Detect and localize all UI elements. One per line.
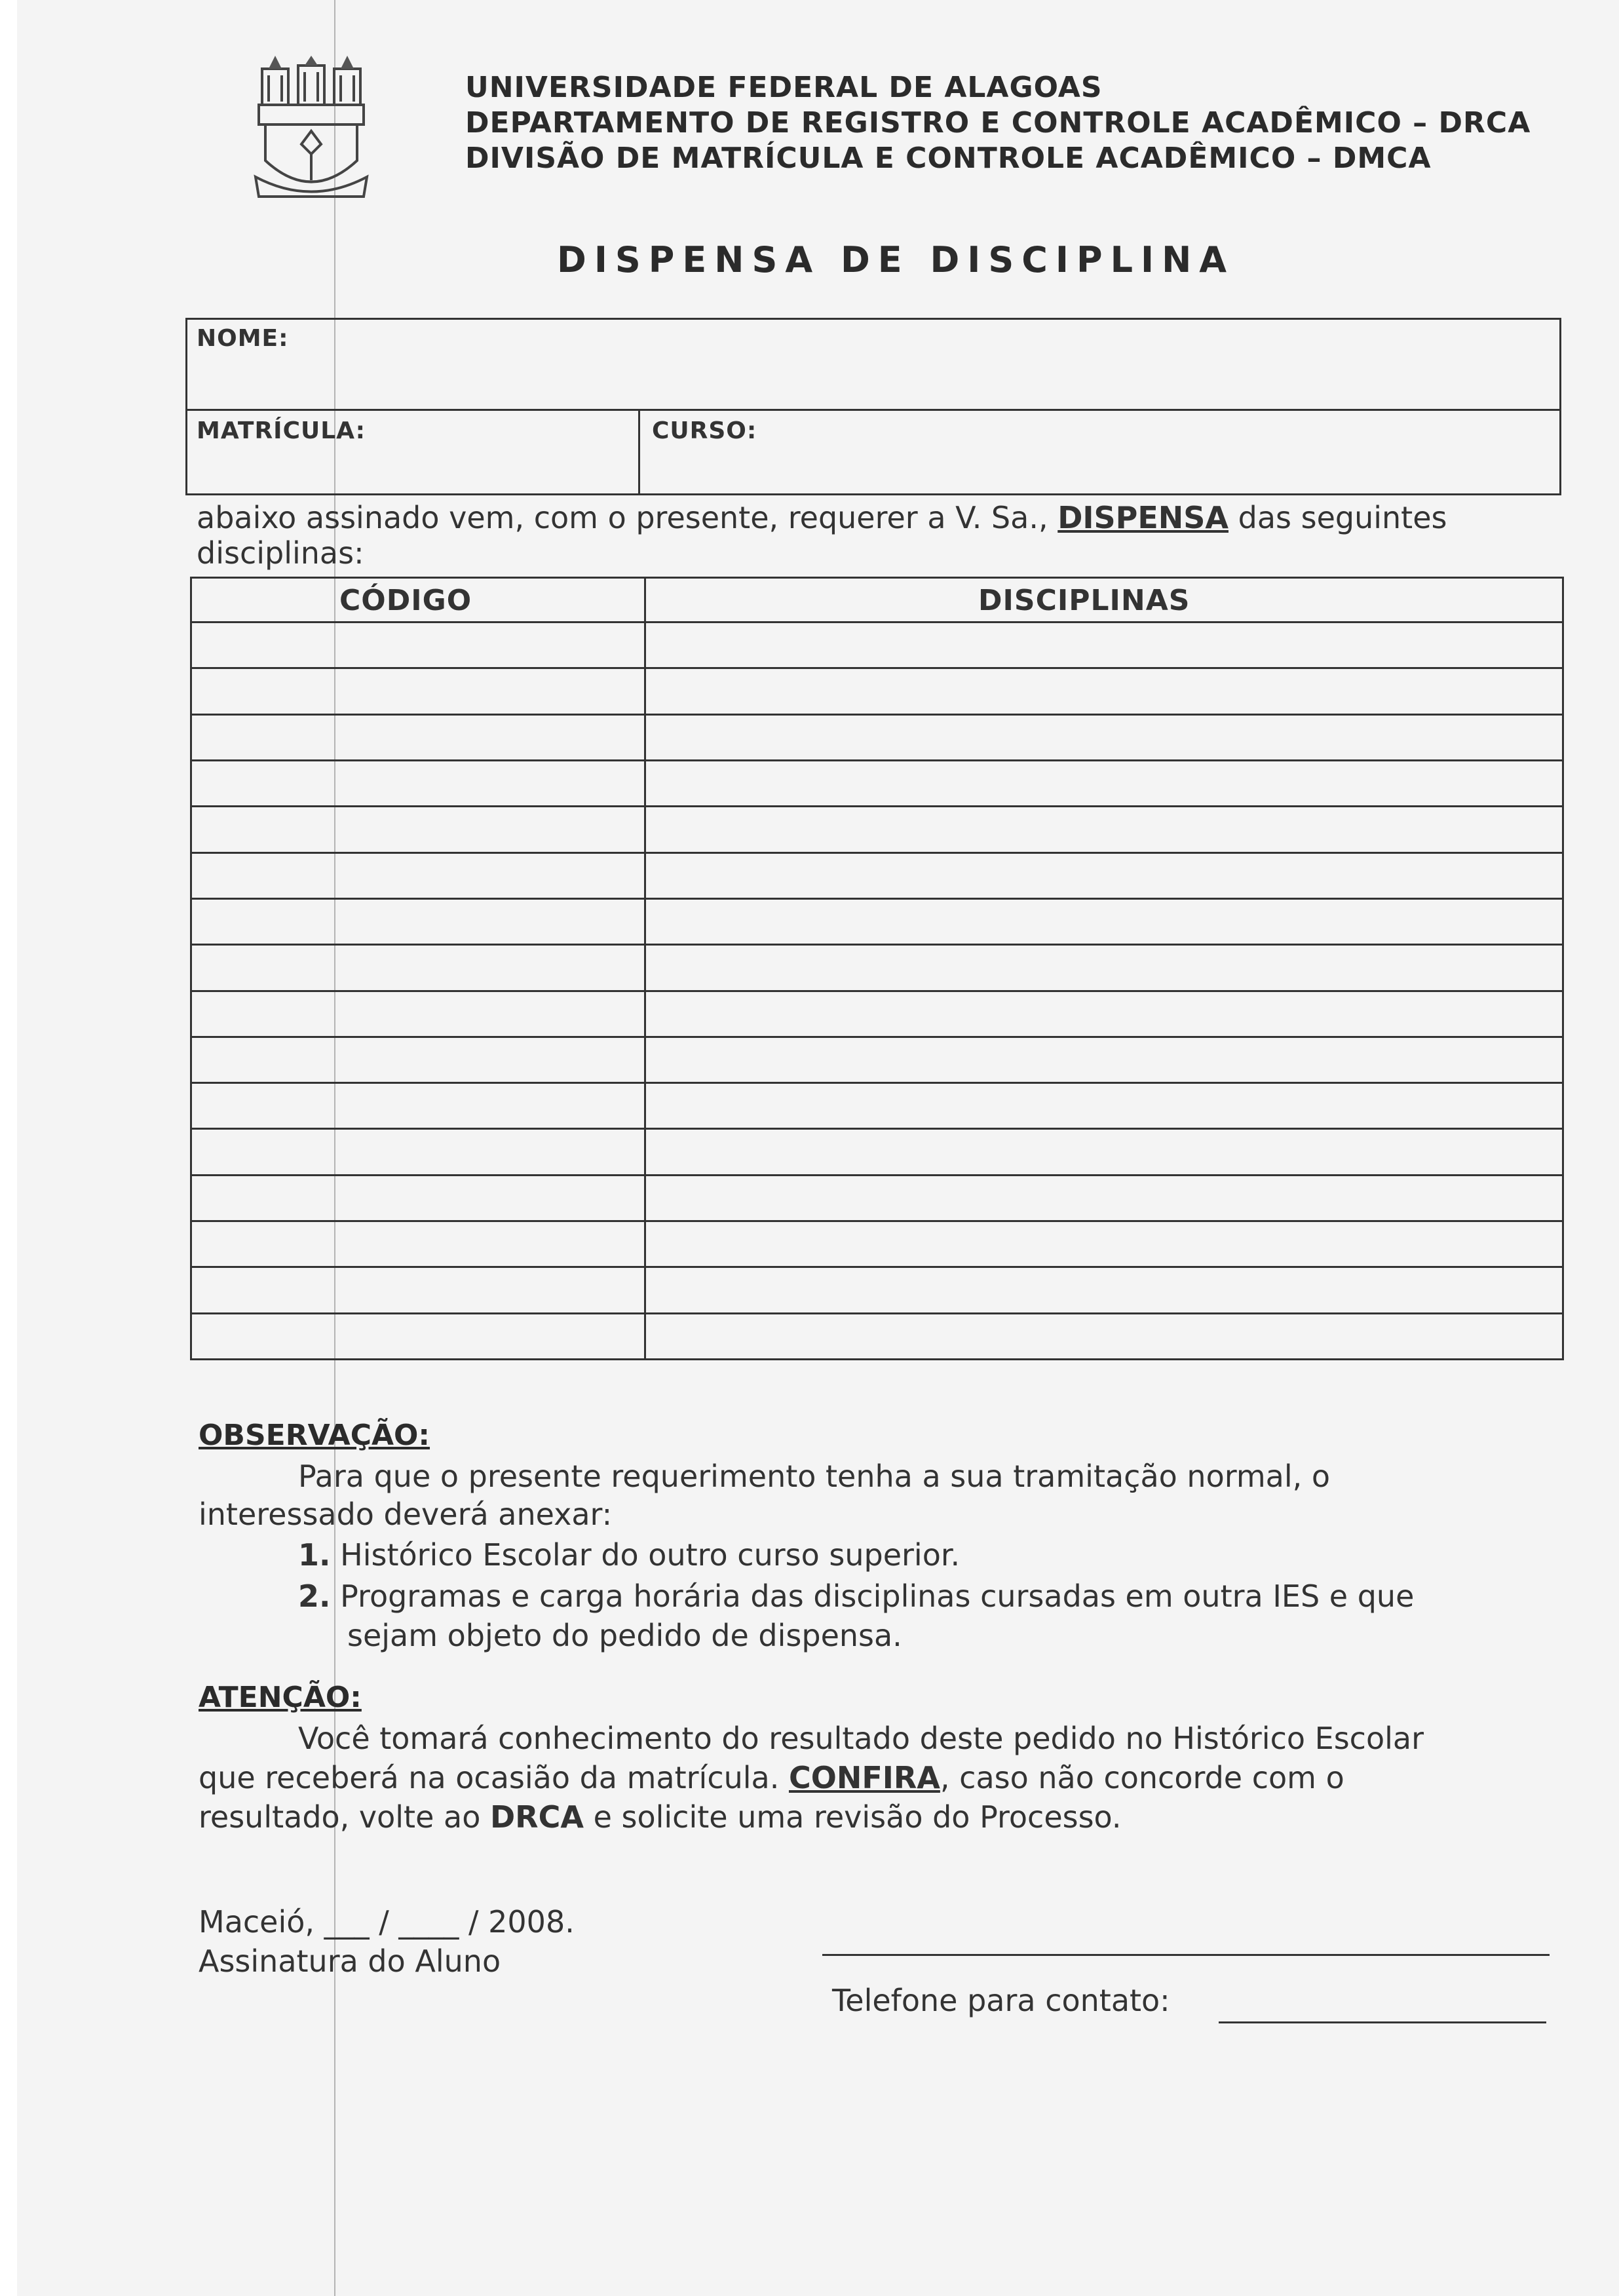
- date-day-field[interactable]: ___: [324, 1904, 370, 1940]
- disciplina-cell[interactable]: [646, 807, 1562, 851]
- table-row: [192, 1174, 1562, 1220]
- table-row: [192, 667, 1562, 713]
- atencao-line2-after: , caso não concorde com o: [940, 1760, 1344, 1795]
- disciplina-cell[interactable]: [646, 1130, 1562, 1174]
- table-row: [192, 990, 1562, 1036]
- table-row: [192, 805, 1562, 851]
- disciplina-cell[interactable]: [646, 900, 1562, 944]
- table-row: [192, 1266, 1562, 1312]
- codigo-cell[interactable]: [192, 716, 644, 759]
- division-name: DIVISÃO DE MATRÍCULA E CONTROLE ACADÊMICO – DMCA: [465, 142, 1432, 175]
- dispensa-emphasis: DISPENSA: [1057, 500, 1229, 535]
- table-row: [192, 759, 1562, 805]
- observacao-title: OBSERVAÇÃO:: [199, 1419, 430, 1452]
- request-text-before: abaixo assinado vem, com o presente, requerer a V. Sa.,: [197, 500, 1058, 535]
- matricula-field[interactable]: [185, 409, 640, 495]
- atencao-line3: [199, 1799, 1122, 1835]
- table-row: [192, 714, 1562, 759]
- observacao-line2: interessado deverá anexar:: [199, 1497, 613, 1532]
- codigo-cell[interactable]: [192, 1176, 644, 1220]
- department-name: DEPARTAMENTO DE REGISTRO E CONTROLE ACADÊMICO – DRCA: [465, 106, 1531, 140]
- disciplina-cell[interactable]: [646, 1084, 1562, 1128]
- document-title: DISPENSA DE DISCIPLINA: [557, 239, 1235, 280]
- date-line: [199, 1904, 575, 1940]
- date-prefix: Maceió,: [199, 1904, 324, 1940]
- page-edge: [0, 0, 17, 2296]
- codigo-cell[interactable]: [192, 854, 644, 898]
- observacao-item-1: [298, 1537, 960, 1573]
- item-1-number: 1.: [298, 1537, 331, 1573]
- signature-label: Assinatura do Aluno: [199, 1943, 501, 1979]
- disciplina-cell[interactable]: [646, 761, 1562, 805]
- phone-field[interactable]: [1219, 2021, 1546, 2023]
- table-row: [192, 1220, 1562, 1266]
- date-separator: /: [369, 1904, 399, 1940]
- curso-field[interactable]: [638, 409, 1561, 495]
- atencao-line1: Você tomará conhecimento do resultado deste pedido no Histórico Escolar: [298, 1721, 1424, 1756]
- codigo-cell[interactable]: [192, 1084, 644, 1128]
- disciplina-cell[interactable]: [646, 1268, 1562, 1312]
- disciplina-cell[interactable]: [646, 623, 1562, 667]
- table-row: [192, 1082, 1562, 1128]
- phone-label: Telefone para contato:: [832, 1983, 1170, 2018]
- codigo-cell[interactable]: [192, 1222, 644, 1266]
- disciplina-cell[interactable]: [646, 716, 1562, 759]
- drca-emphasis: DRCA: [489, 1799, 584, 1835]
- codigo-cell[interactable]: [192, 623, 644, 667]
- disciplina-cell[interactable]: [646, 1314, 1562, 1358]
- request-text-after: das seguintes: [1229, 500, 1447, 535]
- codigo-cell[interactable]: [192, 761, 644, 805]
- table-row: [192, 1036, 1562, 1082]
- atencao-line3-after: e solicite uma revisão do Processo.: [583, 1799, 1122, 1835]
- university-crest-icon: [249, 56, 373, 206]
- disciplina-cell[interactable]: [646, 1222, 1562, 1266]
- university-name: UNIVERSIDADE FEDERAL DE ALAGOAS: [465, 71, 1103, 104]
- table-row: [192, 1128, 1562, 1174]
- atencao-line2: [199, 1759, 1344, 1796]
- date-month-field[interactable]: ____: [398, 1904, 459, 1940]
- disciplina-cell[interactable]: [646, 1038, 1562, 1082]
- atencao-title: ATENÇÃO:: [199, 1681, 362, 1714]
- codigo-cell[interactable]: [192, 669, 644, 713]
- date-year: 2008.: [488, 1904, 575, 1940]
- codigo-cell[interactable]: [192, 900, 644, 944]
- codigo-cell[interactable]: [192, 1130, 644, 1174]
- codigo-cell[interactable]: [192, 1314, 644, 1358]
- request-text-line2: disciplinas:: [197, 535, 364, 571]
- table-row: [192, 898, 1562, 944]
- header-disciplinas: DISCIPLINAS: [978, 584, 1190, 617]
- item-2-text: Programas e carga horária das disciplinas cursadas em outra IES e que: [340, 1578, 1415, 1614]
- curso-label: CURSO:: [652, 417, 757, 444]
- name-field[interactable]: [185, 318, 1561, 411]
- request-text: [197, 499, 1566, 536]
- date-separator: /: [459, 1904, 489, 1940]
- observacao-line1: Para que o presente requerimento tenha a sua tramitação normal, o: [298, 1459, 1330, 1494]
- disciplines-table: [190, 577, 1564, 1360]
- confira-emphasis: CONFIRA: [788, 1760, 940, 1795]
- table-row: [192, 944, 1562, 989]
- disciplina-cell[interactable]: [646, 992, 1562, 1036]
- disciplina-cell[interactable]: [646, 1176, 1562, 1220]
- table-row: [192, 621, 1562, 667]
- atencao-line3-before: resultado, volte ao: [199, 1799, 490, 1835]
- matricula-label: MATRÍCULA:: [197, 417, 366, 444]
- disciplina-cell[interactable]: [646, 669, 1562, 713]
- name-label: NOME:: [197, 325, 289, 352]
- codigo-cell[interactable]: [192, 946, 644, 989]
- codigo-cell[interactable]: [192, 992, 644, 1036]
- header-codigo: CÓDIGO: [339, 584, 472, 617]
- table-row: [192, 1312, 1562, 1358]
- codigo-cell[interactable]: [192, 807, 644, 851]
- item-2-text-cont: sejam objeto do pedido de dispensa.: [347, 1618, 902, 1653]
- signature-line[interactable]: [822, 1954, 1550, 1956]
- codigo-cell[interactable]: [192, 1038, 644, 1082]
- atencao-line2-before: que receberá na ocasião da matrícula.: [199, 1760, 789, 1795]
- observacao-item-2: [298, 1578, 1414, 1615]
- codigo-cell[interactable]: [192, 1268, 644, 1312]
- item-2-number: 2.: [298, 1578, 331, 1614]
- table-row: [192, 852, 1562, 898]
- disciplina-cell[interactable]: [646, 854, 1562, 898]
- item-1-text: Histórico Escolar do outro curso superior.: [340, 1537, 961, 1573]
- disciplina-cell[interactable]: [646, 946, 1562, 989]
